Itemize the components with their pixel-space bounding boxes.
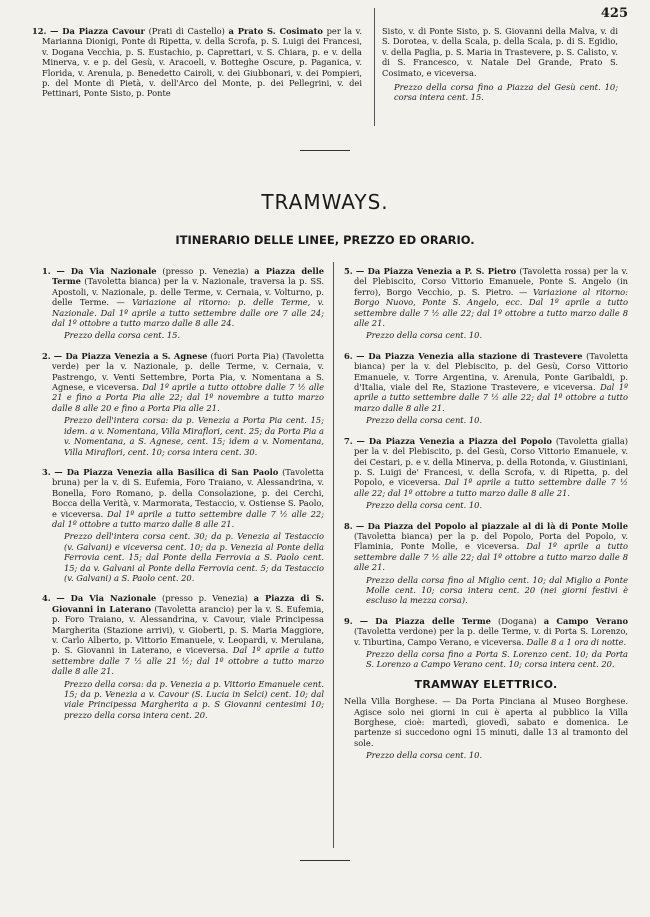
- entry-number: 3.: [42, 466, 51, 477]
- entry-heading: — Da Piazza Venezia alla stazione di Trastevere: [356, 350, 583, 361]
- entry-heading: — Da Via Nazionale: [56, 266, 157, 276]
- entry-body: (Tavoletta rossa) per la v. del Plebiscito, Corso Vittorio Emanuele, Ponte S. Angelo (in ferro), Borgo Vecchio, p. S. Pietro. —: [354, 266, 628, 297]
- entry-heading: — Da Piazza Venezia a Piazza del Popolo: [356, 435, 552, 446]
- entry-note: Dal 1º aprile a tutto settembre dalle 7 ½ alle 22; dal 1º ottobre a tutto marzo dalle 8 alle 21.: [52, 508, 324, 529]
- electric-heading: TRAMWAY ELETTRICO.: [414, 677, 558, 691]
- entry-heading: — Da Piazza del Popolo al piazzale al di là di Ponte Molle: [355, 520, 628, 531]
- entry-note: Dal 1º aprile a tutto settembre dalle 7 ½ alle 22; dal 1º ottobre a tutto marzo dalle 8 alle 21.: [354, 382, 628, 413]
- entry-price: Prezzo della corsa fino al Miglio cent. 10; dal Miglio a Ponte Molle cent. 10; corsa intera cent. 20 (nei giorni festivi è escluso la mezza corsa).: [366, 574, 628, 606]
- continuation-text: Sisto, v. di Ponte Sisto, p. S. Giovanni della Malva, v. di S. Dorotea, v. della Scala, p. della Scala, p. di S. Egidio, v. della Paglia, p. S. Maria in Trastevere, p. S. Calisto, v. di S. Francesco, v. Natale Del Grande, Prato S. Cosimato, e viceversa.: [382, 26, 618, 78]
- entry-body: (Tavoletta bruna) per la v. di S. Eufemia, Foro Traiano, v. Alessandrina, v. Bonella, Foro Romano, p. della Consolazione, p. dei Cerchi, Bocca della Verità, v. Marmorata, Testaccio, v. Ostiense S. Paolo, e viceversa.: [52, 466, 324, 519]
- entry-heading: — Da Piazza delle Terme: [359, 615, 491, 626]
- entry-heading-2: a Prato S. Cosimato: [228, 26, 323, 36]
- entry-note: Dal 1º aprile a tutto settembre dalle 7 ½ alle 21 ½; dal 1º ottobre a tutto marzo dalle 8 alle 21.: [52, 645, 324, 677]
- entry-note: Dal 1º aprile a tutto settembre dalle 7 ½ alle 22; dal 1º ottobre a tutto marzo dalle 8 alle 21.: [354, 541, 628, 573]
- route-entry-6: [344, 351, 628, 426]
- route-entry-9: [344, 616, 628, 670]
- entry-paren: (presso p. Venezia): [161, 593, 248, 604]
- entry-paren: (presso p. Venezia): [162, 266, 249, 276]
- entry-note: Dal 1º aprile a tutto ottobre dalle 7 ½ alle 21 e fino a Porta Pia alle 22; dal 1º novembre a tutto marzo dalle 8 alle 20 e fino a Porta Pia alle 21.: [52, 382, 325, 413]
- entry-body: (Tavoletta verdone) per la p. delle Terme, v. di Porta S. Lorenzo, v. Tiburtina, Campo Verano, e viceversa.: [354, 626, 628, 647]
- entry-number: 6.: [344, 350, 353, 361]
- page-title: TRAMWAYS.: [261, 190, 389, 214]
- entry-price: Prezzo della corsa cent. 15.: [64, 330, 181, 341]
- entry-number: 5.: [344, 266, 353, 276]
- entry-note: Dal 1º aprile a tutto settembre dalle 7 ½ alle 22; dal 1º ottobre a tutto marzo dalle 8 alle 21.: [354, 477, 629, 498]
- entry-price: Prezzo dell'intera corsa cent. 30; da p. Venezia al Testaccio (v. Galvani) e viceversa cent. 10; da p. Venezia al Ponte della Ferrovia cent. 15; dal Ponte della Ferrovia a S. Paolo cent. 15; da v. Galvani al Ponte della Ferrovia cent. 5; da Testaccio (v. Galvani) a S. Paolo cent. 20.: [64, 531, 324, 583]
- entry-number: 7.: [344, 435, 353, 446]
- entry-price: Prezzo della corsa fino a Porta S. Lorenzo cent. 10; da Porta S. Lorenzo a Campo Verano cent. 10; corsa intera cent. 20.: [366, 649, 628, 670]
- route-entry-3: [42, 467, 324, 583]
- entry-body: (Tavoletta bianca) per la v. del Plebiscito, p. del Gesù, Corso Vittorio Emanuele, v. Torre Argentina, v. Arenula, Ponte Garibaldi, p. d'Italia, viale del Re, Stazione Trastevere, e viceversa.: [354, 350, 629, 393]
- entry-body: (Tavoletta gialla) per la v. del Plebiscito, p. del Gesù, Corso Vittorio Emanuele, v. dei Cestari, p. e v. della Minerva, p. della Rotonda, v. Giustiniani, p. S. Luigi de' Francesi, v. della Scrofa, v. di Ripetta, p. del Popolo, e viceversa.: [354, 435, 629, 488]
- entry-price: Prezzo dell'intera corsa: da p. Venezia a Porta Pia cent. 15; idem. a v. Nomentana, Villa Miraflori, cent. 25; da Porta Pia a v. Nomentana, a S. Agnese, cent. 15; idem a v. Nomentana, Villa Miraflori, cent. 10; corsa intera cent. 30.: [64, 415, 324, 457]
- entry-price: Prezzo della corsa cent. 10.: [366, 330, 483, 341]
- electric-entry: [344, 696, 628, 760]
- right-column: [344, 266, 628, 771]
- route-entry-7: [344, 436, 628, 511]
- entry-number: 12.: [32, 26, 47, 36]
- route-entry-1: [42, 266, 324, 341]
- top-left-column: [32, 26, 362, 109]
- entry-heading: — Da Via Nazionale: [56, 593, 157, 604]
- column-divider: [333, 262, 334, 848]
- entry-note: Dalle 8 a 1 ora di notte.: [526, 636, 627, 647]
- entry-price: Prezzo della corsa cent. 10.: [366, 415, 483, 426]
- entry-heading: — Da Piazza Venezia a S. Agnese: [53, 350, 208, 361]
- entry-paren: (Dogana): [497, 615, 537, 626]
- entry-body: per la v. Marianna Dionigi, Ponte di Ripetta, v. della Scrofa, p. S. Luigi dei Francesi, v. Dogana Vecchia, p. S. Eustachio, p. Caprettari, v. S. Chiara, p. e v. della Minerva, v. e p. del Gesù, v. Aracoeli, v. Botteghe Oscure, p. Paganica, v. Florida, v. Arenula, p. Benedetto Cairoli, v. dei Giubbonari, v. dei Pompieri, p. del Monte di Pietà, v. dell'Arco del Monte, p. dei Pellegrini, v. dei Pettinari, Ponte Sisto, p. Ponte: [42, 26, 363, 99]
- entry-paren: (Prati di Castello): [148, 26, 225, 36]
- route-entry-5: [344, 266, 628, 341]
- entry-body: (Tavoletta bianca) per la p. del Popolo, Porta del Popolo, v. Flaminia, Ponte Molle, e viceversa.: [354, 530, 628, 552]
- entry-heading: — Da Piazza Venezia alla Basilica di San Paolo: [54, 466, 279, 477]
- entry-body: (Tavoletta arancio) per la v. S. Eufemia, p. Foro Traiano, v. Alessandrina, v. Cavour, viale Principessa Margherita (Stazione arrivi), v. Gioberti, p. S. Maria Maggiore, v. Carlo Alberto, p. Vittorio Emanuele, v. Leopardi, v. Merulana, p. S. Giovanni in Laterano, e viceversa.: [52, 603, 325, 656]
- left-column: [42, 266, 324, 730]
- entry-number: 2.: [42, 350, 51, 361]
- page-number: 425: [600, 6, 628, 21]
- entry-number: 8.: [344, 520, 353, 531]
- entry-body: (Tavoletta verde) per la v. Nazionale, p. delle Terme, v. Cernaia, v. Pastrengo, v. Venti Settembre, Porta Pia, v. Nomentana a S. Agnese, e viceversa.: [52, 350, 325, 393]
- entry-price: Prezzo della corsa cent. 10.: [366, 500, 483, 511]
- route-entry-2: [42, 351, 324, 457]
- route-entry-12: [32, 26, 362, 99]
- entry-heading-2: a Piazza di S. Giovanni in Laterano: [52, 593, 325, 614]
- route-entry-4: [42, 593, 324, 720]
- route-entry-8: [344, 521, 628, 606]
- entry-note: Variazione al ritorno: p. delle Terme, v. Nazionale. Dal 1º aprile a tutto settembre dalle ore 7 alle 24; dal 1º ottobre a tutto marzo dalle 8 alle 24.: [52, 297, 324, 329]
- column-divider-top: [374, 8, 375, 126]
- short-rule-bottom: [300, 860, 350, 861]
- entry-number: 9.: [344, 615, 353, 626]
- entry-body: (Tavoletta bianca) per la v. Nazionale, traversa la p. SS. Apostoli, v. Nazionale, p. delle Terme, v. Cernaia, v. Volturno, p. delle Terme. —: [52, 276, 324, 308]
- page-subtitle: ITINERARIO DELLE LINEE, PREZZO ED ORARIO.: [175, 233, 475, 247]
- entry-heading-2: a Piazza delle Terme: [52, 266, 324, 287]
- electric-lead: Nella Villa Borghese.: [344, 696, 438, 707]
- electric-body: — Da Porta Pinciana al Museo Borghese. Agisce solo nei giorni in cui è aperta al pubblico la Villa Borghese, cioè: martedì, giovedì, sabato e domenica. Le partenze si succedono ogni 15 minuti, dalle 13 al tramonto del sole.: [354, 696, 628, 748]
- entry-heading: — Da Piazza Cavour: [50, 26, 145, 36]
- top-right-column: [382, 26, 618, 103]
- short-rule-top: [300, 150, 350, 151]
- entry-number: 4.: [42, 593, 51, 604]
- continuation-price: Prezzo della corsa fino a Piazza del Gesù cent. 10; corsa intera cent. 15.: [394, 82, 618, 103]
- entry-paren: (fuori Porta Pia): [210, 350, 279, 361]
- entry-price: Prezzo della corsa: da p. Venezia a p. Vittorio Emanuele cent. 15; da p. Venezia a v. Cavour (S. Lucia in Selci) cent. 10; dal viale Principessa Margherita a p. S Giovanni centesimi 10; prezzo della corsa intera cent. 20.: [64, 678, 324, 720]
- entry-heading: — Da Piazza Venezia a P. S. Pietro: [355, 266, 517, 276]
- entry-note: Variazione al ritorno: Borgo Nuovo, Ponte S. Angelo, ecc. Dal 1º aprile a tutto settembre dalle 7 ½ alle 22; dal 1º ottobre a tutto marzo dalle 8 alle 21.: [354, 286, 628, 329]
- entry-number: 1.: [42, 266, 51, 276]
- entry-heading-2: a Campo Verano: [543, 615, 629, 626]
- electric-price: Prezzo della corsa cent. 10.: [366, 750, 483, 761]
